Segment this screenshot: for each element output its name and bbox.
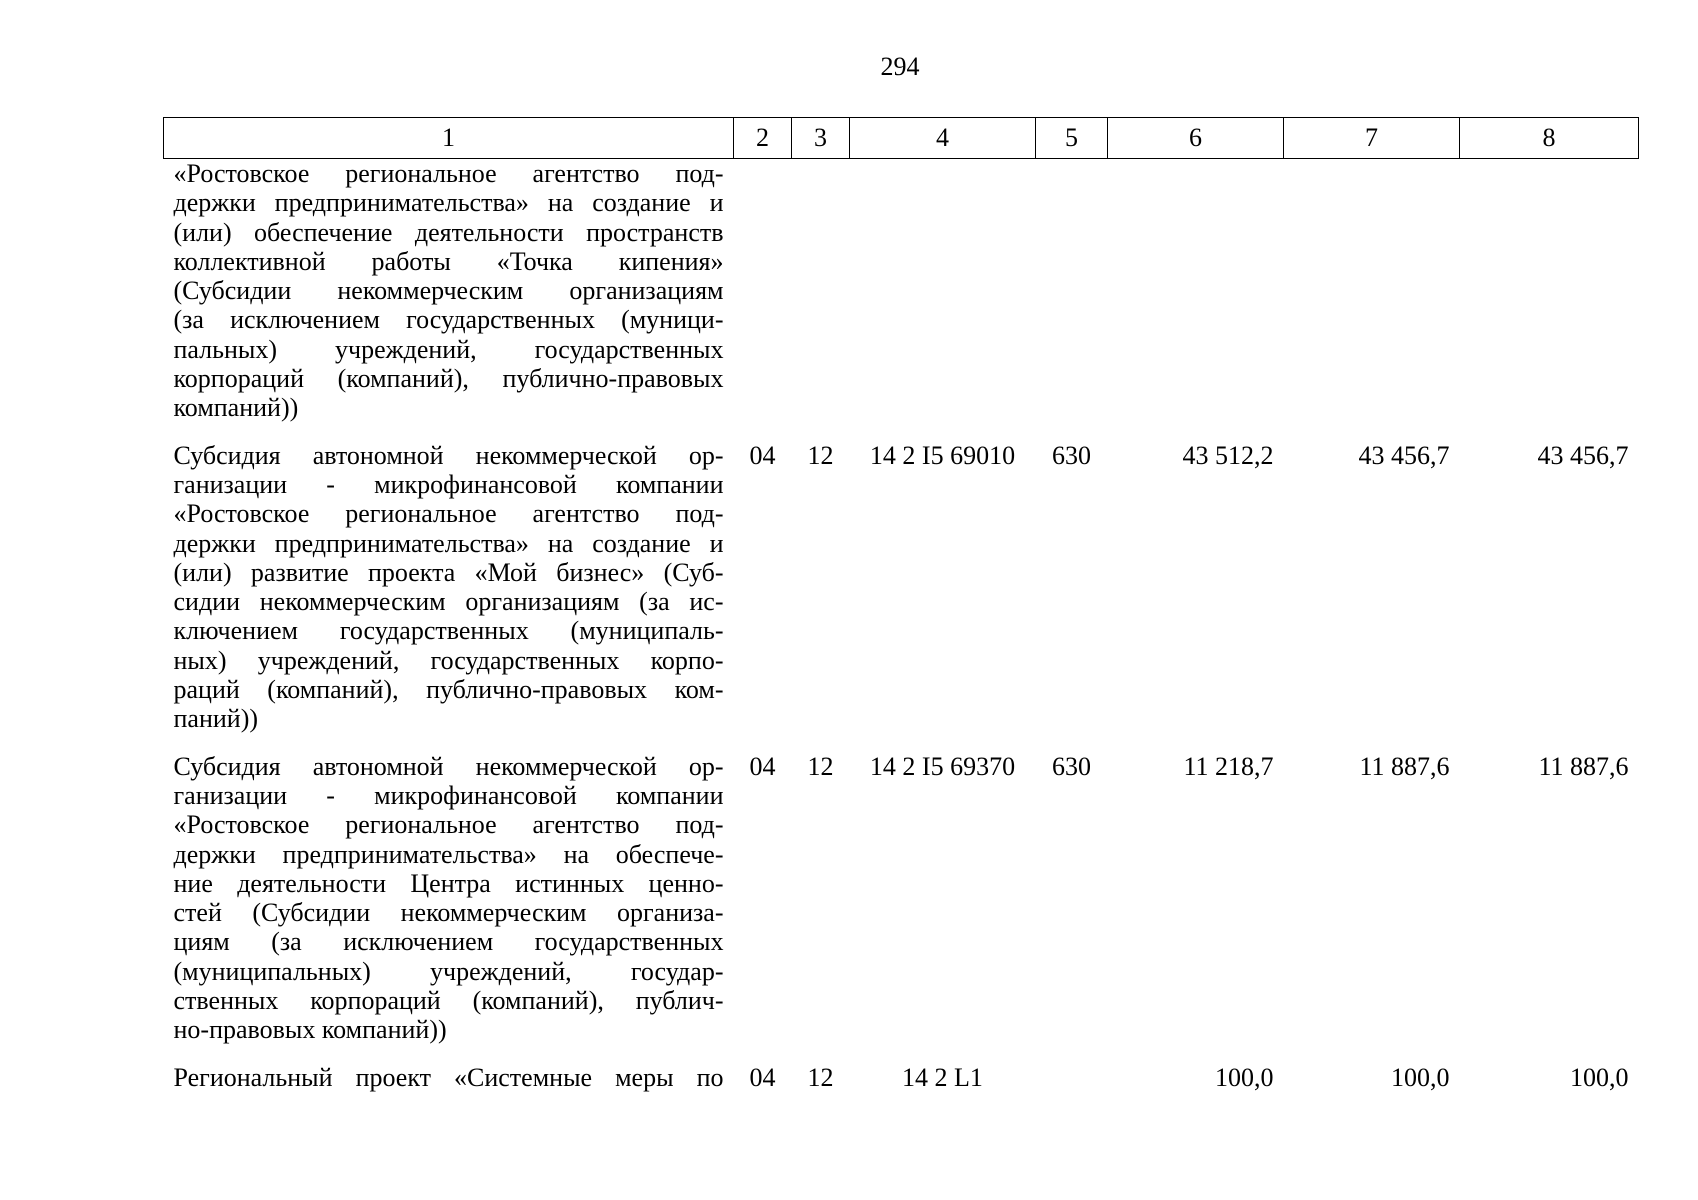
column-header-3: 3 [792, 118, 850, 159]
row-name-cell [164, 431, 734, 742]
amount-cell-7: 11 887,6 [1359, 751, 1450, 781]
subsection-code-cell: 12 [807, 1062, 834, 1092]
name-line: пальных) учреждений, государственных [173, 334, 724, 364]
name-line: циям (за исключением государственных [173, 927, 724, 957]
amount-cell-7: 43 456,7 [1358, 440, 1450, 470]
name-line: держки предпринимательства» на обеспече- [173, 839, 724, 869]
table-row [164, 1053, 1639, 1092]
expense-type-cell [1036, 1053, 1108, 1092]
amount-cell-6: 11 218,7 [1183, 751, 1274, 781]
amount-cell-7 [1284, 159, 1460, 431]
name-line: Субсидия автономной некоммерческой ор- [173, 751, 724, 781]
name-line: сидии некоммерческим организациям (за ис- [173, 587, 724, 617]
name-line: ганизации - микрофинансовой компании [173, 469, 724, 499]
section-code-cell: 04 [749, 751, 776, 781]
name-line: (Субсидии некоммерческим организациям [173, 276, 724, 306]
expense-type-cell: 630 [1052, 440, 1091, 470]
target-article-cell: 14 2 I5 69010 [869, 440, 1016, 470]
name-line: Региональный проект «Системные меры по [173, 1062, 724, 1092]
amount-cell-8 [1460, 159, 1639, 431]
target-article-cell: 14 2 I5 69370 [869, 751, 1016, 781]
column-header-8: 8 [1460, 118, 1639, 159]
name-line: Субсидия автономной некоммерческой ор- [173, 440, 724, 470]
section-code-cell: 04 [749, 1062, 776, 1092]
name-line: раций (компаний), публично-правовых ком- [173, 675, 724, 705]
column-header-7: 7 [1284, 118, 1460, 159]
target-article-cell [850, 159, 1036, 431]
row-name-cell [164, 1053, 734, 1092]
name-line: (или) обеспечение деятельности пространств [173, 217, 724, 247]
subsection-code-cell [792, 159, 850, 431]
name-line: стей (Субсидии некоммерческим организа- [173, 898, 724, 928]
name-line: ных) учреждений, государственных корпо- [173, 645, 724, 675]
name-line: компаний)) [173, 393, 299, 423]
amount-cell-6 [1108, 159, 1284, 431]
name-line: (за исключением государственных (муници- [173, 305, 724, 335]
table-row [164, 742, 1639, 1053]
name-line: паний)) [173, 704, 259, 734]
name-line: ние деятельности Центра истинных ценно- [173, 868, 724, 898]
column-header-4: 4 [850, 118, 1036, 159]
section-code-cell: 04 [749, 440, 776, 470]
section-code-cell [734, 159, 792, 431]
name-line: но-правовых компаний)) [173, 1015, 447, 1045]
column-header-1: 1 [164, 118, 734, 159]
amount-cell-7: 100,0 [1391, 1062, 1450, 1092]
name-line: корпораций (компаний), публично-правовых [173, 364, 724, 394]
name-line: коллективной работы «Точка кипения» [173, 246, 724, 276]
subsection-code-cell: 12 [807, 751, 834, 781]
amount-cell-6: 43 512,2 [1182, 440, 1274, 470]
name-line: держки предпринимательства» на создание и [173, 528, 724, 558]
name-line: ключением государственных (муниципаль- [173, 616, 724, 646]
expense-type-cell [1036, 159, 1108, 431]
name-line: «Ростовское региональное агентство под- [173, 499, 724, 529]
amount-cell-8: 11 887,6 [1538, 751, 1629, 781]
name-line: (или) развитие проекта «Мой бизнес» (Суб- [173, 557, 724, 587]
amount-cell-8: 100,0 [1570, 1062, 1629, 1092]
name-line: ганизации - микрофинансовой компании [173, 780, 724, 810]
budget-table [163, 117, 1639, 1092]
amount-cell-6: 100,0 [1215, 1062, 1274, 1092]
name-line: «Ростовское региональное агентство под- [173, 159, 724, 188]
subsection-code-cell: 12 [807, 440, 834, 470]
column-header-2: 2 [734, 118, 792, 159]
table-row [164, 431, 1639, 742]
page-number: 294 [880, 52, 920, 81]
name-line: (муниципальных) учреждений, государ- [173, 956, 724, 986]
name-line: держки предпринимательства» на создание и [173, 188, 724, 218]
expense-type-cell: 630 [1052, 751, 1091, 781]
column-header-6: 6 [1108, 118, 1284, 159]
column-number-row [164, 118, 1639, 159]
row-name-cell [164, 159, 734, 431]
amount-cell-8: 43 456,7 [1537, 440, 1629, 470]
column-header-5: 5 [1036, 118, 1108, 159]
table-row [164, 159, 1639, 431]
name-line: «Ростовское региональное агентство под- [173, 810, 724, 840]
target-article-cell: 14 2 L1 [902, 1062, 983, 1092]
name-line: ственных корпораций (компаний), публич- [173, 986, 724, 1016]
row-name-cell [164, 742, 734, 1053]
